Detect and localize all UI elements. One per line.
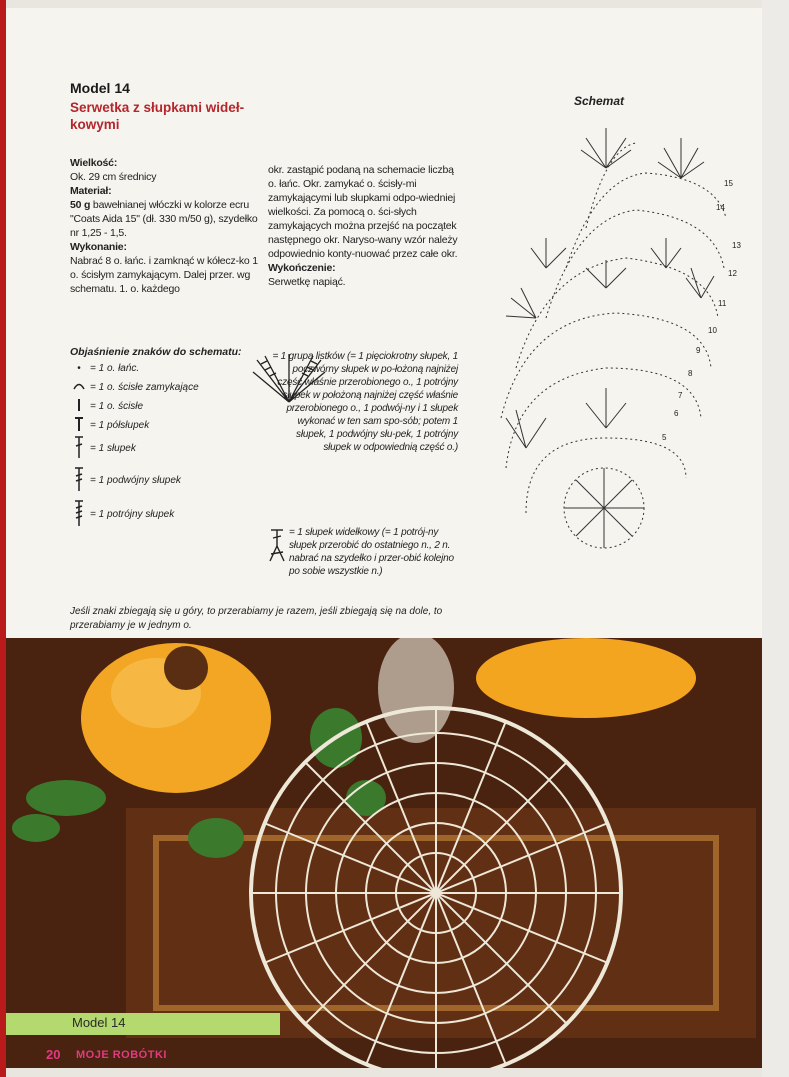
footnote: Jeśli znaki zbiegają się u góry, to przerabiamy je razem, jeśli zbiegają się na dole, to przerabiamy je w jednym o. xyxy=(70,606,443,631)
legend-double: = 1 słupek xyxy=(70,440,136,456)
legend-chain: • = 1 o. łańc. xyxy=(70,360,139,376)
magazine-name: MOJE ROBÓTKI xyxy=(76,1049,167,1061)
bar-icon xyxy=(70,399,88,414)
pattern-title: Serwetka z słupkami wideł-kowymi xyxy=(70,100,245,132)
double-treble-icon xyxy=(70,500,88,529)
round-number: 14 xyxy=(716,203,725,212)
legend-half-double: = 1 półsłupek xyxy=(70,417,149,433)
legend-slip-stitch: = 1 o. ścisłe zamykające xyxy=(70,379,199,395)
leaf-group-description: = 1 grupa listków (= 1 pięciokrotny słupek, 1 poczwórny słupek w po-łożoną najniżej część właśnie przerobionego o., 1 potrójny słupek w położoną najniżej część właśnie przerobionego o., 1 podwój-ny i 1 słupek wykonać w ten sam spo-sób; potem 1 słupek, 1 podwójny słu-pek, 1 potrójny słupek w odpowiednią część o.) xyxy=(272,351,458,453)
finishing-label: Wykończenie: xyxy=(268,262,336,274)
finishing-value: Serwetkę napiąć. xyxy=(268,276,346,288)
fork-stitch-description: = 1 słupek widełkowy (= 1 potrój-ny słupek przerobić do ostatniego n., 2 n. nabrać na szydełko i przer-obić kolejno po sobie wszystkie n.) xyxy=(289,527,454,577)
round-number: 8 xyxy=(688,369,693,378)
round-number: 15 xyxy=(724,179,733,188)
round-number: 7 xyxy=(678,391,683,400)
material-text xyxy=(70,198,260,240)
size-label: Wielkość: xyxy=(70,157,118,169)
legend-treble: = 1 podwójny słupek xyxy=(70,472,181,488)
round-number: 5 xyxy=(662,433,667,442)
dot-icon: • xyxy=(77,362,81,374)
double-crochet-icon xyxy=(70,436,88,461)
size-value: Ok. 29 cm średnicy xyxy=(70,171,157,183)
execution-value: Nabrać 8 o. łańc. i zamknąć w kółecz-ko 1 o. ścisłym zamykającym. Dalej przer. wg schematu. 1. o. każdego xyxy=(70,255,258,295)
instructions-column-2 xyxy=(268,163,458,289)
round-number: 12 xyxy=(728,269,737,278)
legend-heading: Objaśnienie znaków do schematu: xyxy=(70,346,242,358)
doily-photo xyxy=(6,638,762,1068)
fork-stitch-icon xyxy=(268,528,286,567)
execution-continued: okr. zastąpić podaną na schemacie liczbą o. łańc. Okr. zamykać o. ścisły-mi zamykającymi lub słupkami odpo-wiedniej wielkości. Za pomocą o. ści-słych zamykających można przejść na początek następnego okr. Naryso-wany wzór należy odpowiednio konty-nuować przez całe okr. xyxy=(268,164,458,260)
material-amount: 50 g xyxy=(70,199,91,211)
t-stitch-icon xyxy=(70,417,88,434)
caption-bar xyxy=(6,1013,280,1035)
material-label: Materiał: xyxy=(70,185,112,197)
arc-icon xyxy=(70,382,88,393)
legend-single-crochet: = 1 o. ścisłe xyxy=(70,398,143,414)
diagram-title: Schemat xyxy=(574,94,625,108)
magazine-page xyxy=(6,8,762,1068)
model-heading: Model 14 xyxy=(70,80,130,96)
treble-crochet-icon xyxy=(70,467,88,494)
legend-double-treble: = 1 potrójny słupek xyxy=(70,506,174,522)
instructions-column-1 xyxy=(70,156,260,296)
page-number: 20 xyxy=(46,1047,61,1062)
round-number: 13 xyxy=(732,241,741,250)
round-number: 11 xyxy=(718,299,727,308)
page-margin-strip xyxy=(762,0,789,1077)
execution-label: Wykonanie: xyxy=(70,241,127,253)
round-number: 9 xyxy=(696,346,701,355)
round-number: 6 xyxy=(674,409,679,418)
material-value: bawełnianej włóczki w kolorze ecru "Coats Aida 15" (dł. 330 m/50 g), szydełko nr 1,25 - 1,5. xyxy=(70,199,258,239)
crochet-diagram xyxy=(486,118,746,578)
photo-caption: Model 14 xyxy=(72,1015,126,1030)
round-number: 10 xyxy=(708,326,717,335)
